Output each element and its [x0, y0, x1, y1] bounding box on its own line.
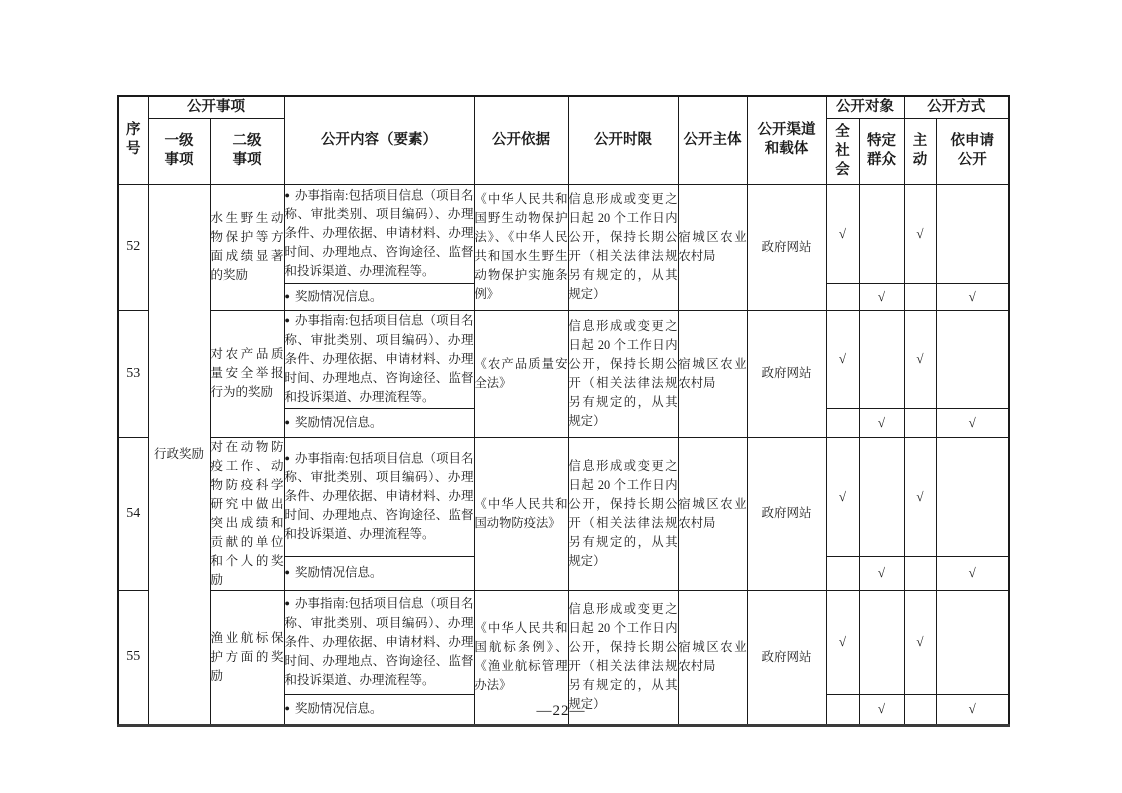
col-header-on-request	[936, 118, 1009, 184]
check-all-society: √	[826, 590, 859, 694]
content-award-text: 奖励情况信息。	[294, 289, 383, 304]
serial-number: 55	[118, 590, 148, 725]
col-header-proactive	[904, 118, 936, 184]
check-on-request: √	[936, 408, 1009, 437]
check-specific-group: √	[859, 556, 904, 590]
col-header-specific-group-label: 特定群众	[867, 133, 896, 168]
check-all-society	[826, 408, 859, 437]
check-proactive: √	[904, 184, 936, 283]
col-header-channel	[747, 96, 826, 184]
content-guide-text: 办事指南:包括项目信息（项目名称、审批类别、项目编码）、办理条件、办理依据、申请材料、办理时间、办理地点、咨询途径、监督和投诉渠道、办理流程等。	[284, 596, 474, 687]
check-all-society: √	[826, 310, 859, 408]
bullet-icon: ●	[284, 290, 290, 301]
time-limit: 信息形成或变更之日起 20 个工作日内公开，保持长期公开（相关法律法规另有规定的，从其规定）	[568, 590, 678, 725]
check-proactive: √	[904, 437, 936, 556]
col-header-time-limit: 公开时限	[568, 96, 678, 184]
col-header-public-matter: 公开事项	[148, 96, 284, 118]
page-number: —22—	[536, 703, 586, 719]
content-award-cell	[284, 556, 474, 590]
public-subject: 宿城区农业农村局	[678, 310, 747, 437]
content-guide-cell	[284, 310, 474, 408]
table-row	[118, 310, 1009, 408]
serial-number: 52	[118, 184, 148, 310]
content-guide-text: 办事指南:包括项目信息（项目名称、审批类别、项目编码）、办理条件、办理依据、申请材料、办理时间、办理地点、咨询途径、监督和投诉渠道、办理流程等。	[284, 313, 474, 404]
check-on-request: √	[936, 556, 1009, 590]
check-on-request	[936, 184, 1009, 283]
check-proactive	[904, 556, 936, 590]
content-guide-text: 办事指南:包括项目信息（项目名称、审批类别、项目编码）、办理条件、办理依据、申请材料、办理时间、办理地点、咨询途径、监督和投诉渠道、办理流程等。	[284, 451, 474, 542]
check-specific-group	[859, 184, 904, 283]
level1-item: 行政奖励	[148, 184, 210, 725]
check-on-request	[936, 590, 1009, 694]
content-award-text: 奖励情况信息。	[294, 565, 383, 580]
content-guide-text: 办事指南:包括项目信息（项目名称、审批类别、项目编码）、办理条件、办理依据、申请材料、办理时间、办理地点、咨询途径、监督和投诉渠道、办理流程等。	[284, 188, 474, 279]
channel-carrier: 政府网站	[747, 184, 826, 310]
col-header-target: 公开对象	[826, 96, 904, 118]
level2-item: 水生野生动物保护等方面成绩显著的奖励	[210, 184, 284, 310]
check-proactive: √	[904, 590, 936, 694]
serial-number: 54	[118, 437, 148, 590]
channel-carrier: 政府网站	[747, 590, 826, 725]
level2-item: 渔业航标保护方面的奖励	[210, 590, 284, 725]
channel-carrier: 政府网站	[747, 310, 826, 437]
check-specific-group	[859, 590, 904, 694]
col-header-method: 公开方式	[904, 96, 1009, 118]
legal-basis: 《农产品质量安全法》	[474, 310, 568, 437]
public-subject: 宿城区农业农村局	[678, 184, 747, 310]
check-specific-group	[859, 437, 904, 556]
content-award-text: 奖励情况信息。	[294, 701, 383, 716]
check-all-society: √	[826, 184, 859, 283]
col-header-level2	[210, 118, 284, 184]
legal-basis: 《中华人民共和国野生动物保护法》、《中华人民共和国水生野生动物保护实施条例》	[474, 184, 568, 310]
level2-item: 对农产品质量安全举报行为的奖励	[210, 310, 284, 437]
col-header-channel-label: 公开渠道和载体	[757, 122, 816, 158]
col-header-all-society	[826, 118, 859, 184]
col-header-proactive-label: 主动	[912, 133, 928, 168]
level2-item: 对在动物防疫工作、动物防疫科学研究中做出突出成绩和贡献的单位和个人的奖励	[210, 437, 284, 590]
public-subject: 宿城区农业农村局	[678, 437, 747, 590]
header-row-1	[118, 96, 1009, 118]
content-award-cell	[284, 408, 474, 437]
check-on-request: √	[936, 283, 1009, 310]
check-all-society	[826, 556, 859, 590]
legal-basis: 《中华人民共和国航标条例》、《渔业航标管理办法》	[474, 590, 568, 725]
bullet-icon: ●	[284, 452, 290, 463]
content-guide-cell	[284, 590, 474, 694]
content-award-text: 奖励情况信息。	[294, 415, 383, 430]
public-subject: 宿城区农业农村局	[678, 590, 747, 725]
channel-carrier: 政府网站	[747, 437, 826, 590]
check-on-request: √	[936, 694, 1009, 725]
col-header-basis: 公开依据	[474, 96, 568, 184]
table-row	[118, 590, 1009, 694]
col-header-specific-group	[859, 118, 904, 184]
col-header-content: 公开内容（要素）	[284, 96, 474, 184]
bullet-icon: ●	[284, 416, 290, 427]
legal-basis: 《中华人民共和国动物防疫法》	[474, 437, 568, 590]
time-limit: 信息形成或变更之日起 20 个工作日内公开，保持长期公开（相关法律法规另有规定的，从其规定）	[568, 310, 678, 437]
disclosure-table	[117, 95, 1010, 727]
content-guide-cell	[284, 437, 474, 556]
check-proactive	[904, 408, 936, 437]
check-on-request	[936, 310, 1009, 408]
check-specific-group: √	[859, 408, 904, 437]
bullet-icon: ●	[284, 189, 290, 200]
col-header-serial-label: 序号	[126, 122, 141, 158]
serial-number: 53	[118, 310, 148, 437]
col-header-level2-label: 二级事项	[232, 133, 262, 168]
bullet-icon: ●	[284, 598, 290, 609]
col-header-on-request-label: 依申请公开	[950, 133, 994, 168]
check-specific-group: √	[859, 694, 904, 725]
check-specific-group	[859, 310, 904, 408]
check-on-request	[936, 437, 1009, 556]
content-guide-cell	[284, 184, 474, 283]
col-header-level1	[148, 118, 210, 184]
check-all-society: √	[826, 437, 859, 556]
check-proactive: √	[904, 310, 936, 408]
col-header-all-society-label: 全社会	[835, 123, 850, 178]
check-all-society	[826, 283, 859, 310]
col-header-serial	[118, 96, 148, 184]
check-specific-group: √	[859, 283, 904, 310]
time-limit: 信息形成或变更之日起 20 个工作日内公开，保持长期公开（相关法律法规另有规定的，从其规定）	[568, 184, 678, 310]
bullet-icon: ●	[284, 567, 290, 578]
table-row	[118, 184, 1009, 283]
col-header-level1-label: 一级事项	[164, 133, 194, 168]
time-limit: 信息形成或变更之日起 20 个工作日内公开，保持长期公开（相关法律法规另有规定的，从其规定）	[568, 437, 678, 590]
bullet-icon: ●	[284, 703, 290, 714]
content-award-cell	[284, 283, 474, 310]
col-header-subject: 公开主体	[678, 96, 747, 184]
table-row	[118, 437, 1009, 556]
bullet-icon: ●	[284, 315, 290, 326]
check-proactive	[904, 283, 936, 310]
